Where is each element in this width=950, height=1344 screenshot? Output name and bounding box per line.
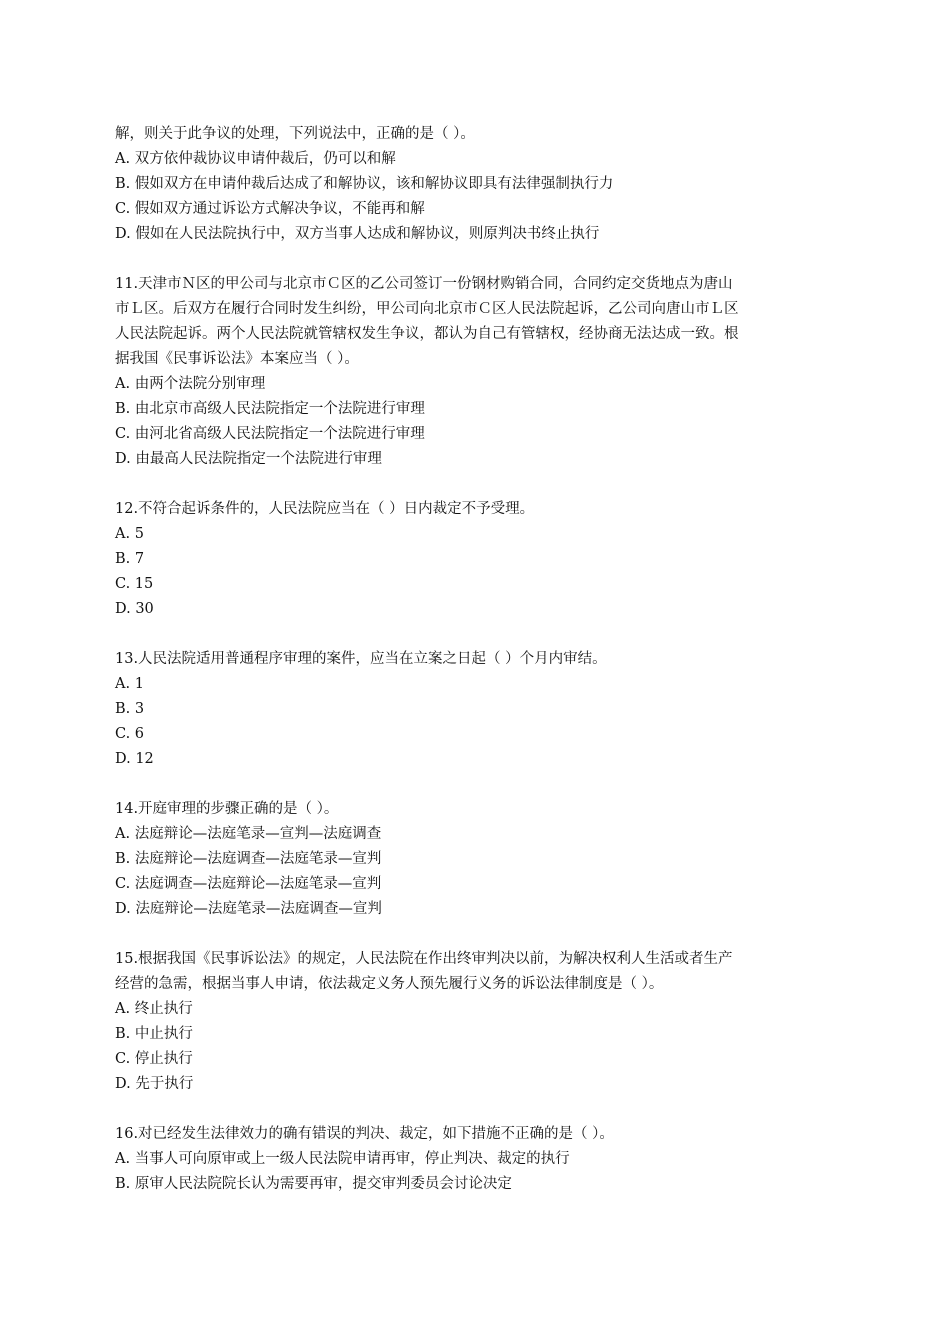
question-stem-line: 11.天津市Ｎ区的甲公司与北京市Ｃ区的乙公司签订一份钢材购销合同，合同约定交货地点为唐山 <box>115 276 733 292</box>
answer-option: D. 30 <box>115 601 154 617</box>
question-block <box>115 497 840 622</box>
question-stem-line: 据我国《民事诉讼法》本案应当（ ）。 <box>115 351 359 367</box>
answer-option: D. 法庭辩论—法庭笔录—法庭调查—宣判 <box>115 901 382 917</box>
answer-option: D. 先于执行 <box>115 1076 194 1092</box>
question-stem-line: 14.开庭审理的步骤正确的是（ ）。 <box>115 801 339 817</box>
answer-option: C. 15 <box>115 576 154 592</box>
answer-option: C. 停止执行 <box>115 1051 193 1067</box>
answer-option: A. 法庭辩论—法庭笔录—宣判—法庭调查 <box>115 826 382 842</box>
answer-option: D. 由最高人民法院指定一个法院进行审理 <box>115 451 382 467</box>
answer-option: B. 由北京市高级人民法院指定一个法院进行审理 <box>115 401 425 417</box>
answer-option: B. 原审人民法院院长认为需要再审，提交审判委员会讨论决定 <box>115 1176 512 1192</box>
document-body <box>115 122 840 1197</box>
answer-option: A. 当事人可向原审或上一级人民法院申请再审，停止判决、裁定的执行 <box>115 1151 570 1167</box>
answer-option: B. 中止执行 <box>115 1026 193 1042</box>
question-stem-line: 15.根据我国《民事诉讼法》的规定，人民法院在作出终审判决以前，为解决权利人生活或者生产 <box>115 951 733 967</box>
answer-option: C. 假如双方通过诉讼方式解决争议，不能再和解 <box>115 201 425 217</box>
answer-option: B. 7 <box>115 551 145 567</box>
answer-option: A. 由两个法院分别审理 <box>115 376 266 392</box>
question-stem-line: 16.对已经发生法律效力的确有错误的判决、裁定，如下措施不正确的是（ ）。 <box>115 1126 614 1142</box>
answer-option: A. 1 <box>115 676 144 692</box>
answer-option: D. 12 <box>115 751 154 767</box>
answer-option: C. 6 <box>115 726 145 742</box>
answer-option: B. 假如双方在申请仲裁后达成了和解协议，该和解协议即具有法律强制执行力 <box>115 176 614 192</box>
question-stem-line: 12.不符合起诉条件的，人民法院应当在（ ）日内裁定不予受理。 <box>115 501 535 517</box>
question-block <box>115 797 840 922</box>
answer-option: C. 由河北省高级人民法院指定一个法院进行审理 <box>115 426 425 442</box>
question-block <box>115 1122 840 1197</box>
question-stem-line: 人民法院起诉。两个人民法院就管辖权发生争议，都认为自己有管辖权，经协商无法达成一致。根 <box>115 326 739 342</box>
answer-option: C. 法庭调查—法庭辩论—法庭笔录—宣判 <box>115 876 382 892</box>
question-block <box>115 947 840 1097</box>
question-stem-line: 市Ｌ区。后双方在履行合同时发生纠纷，甲公司向北京市Ｃ区人民法院起诉，乙公司向唐山市Ｌ区 <box>115 301 739 317</box>
question-block <box>115 647 840 772</box>
question-stem-line: 解，则关于此争议的处理，下列说法中，正确的是（ ）。 <box>115 126 475 142</box>
question-stem-line: 13.人民法院适用普通程序审理的案件，应当在立案之日起（ ）个月内审结。 <box>115 651 607 667</box>
answer-option: B. 3 <box>115 701 145 717</box>
question-block <box>115 272 840 472</box>
answer-option: A. 双方依仲裁协议申请仲裁后，仍可以和解 <box>115 151 396 167</box>
answer-option: D. 假如在人民法院执行中，双方当事人达成和解协议，则原判决书终止执行 <box>115 226 600 242</box>
answer-option: B. 法庭辩论—法庭调查—法庭笔录—宣判 <box>115 851 382 867</box>
question-stem-line: 经营的急需，根据当事人申请，依法裁定义务人预先履行义务的诉讼法律制度是（ ）。 <box>115 976 664 992</box>
question-block <box>115 122 840 247</box>
answer-option: A. 终止执行 <box>115 1001 193 1017</box>
answer-option: A. 5 <box>115 526 144 542</box>
